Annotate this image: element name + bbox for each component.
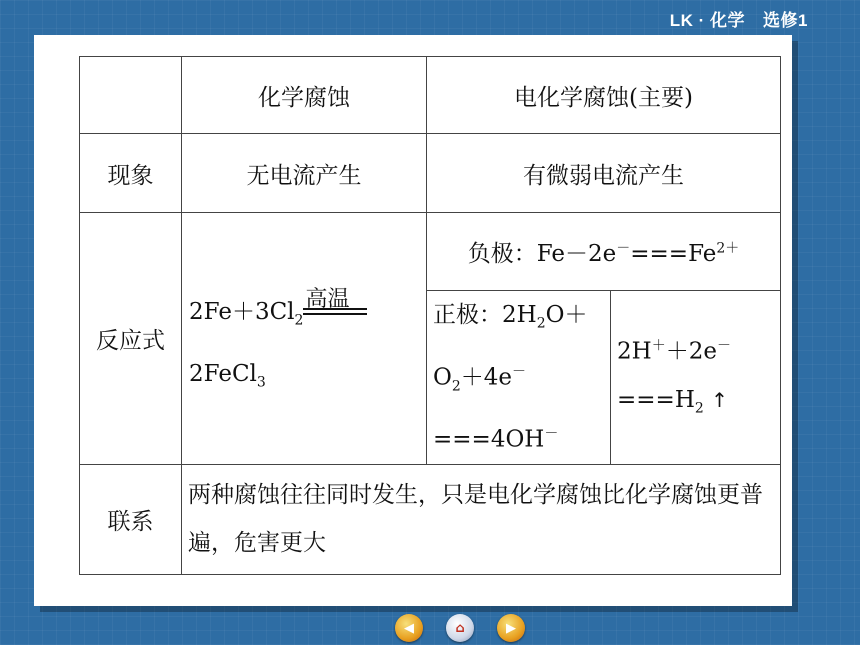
reaction-chemical-equation (182, 213, 427, 465)
table-row-reaction-negative (80, 213, 781, 291)
reaction-negative-electrode: 负极：$Fe-2e^-===Fe^{2+}$ (427, 213, 781, 291)
reaction-label: 反应式 (80, 213, 182, 465)
course-label (670, 6, 808, 31)
table-row-relation (80, 464, 781, 574)
course-subject: LK · 化学 (669, 11, 746, 30)
reaction-chemical-line2: 2FeCl$_3$ (189, 361, 266, 391)
reaction-positive-hydrogen: 2H＋＋2e－ $===H_2$ ↑ (611, 291, 781, 465)
next-page-button[interactable] (497, 614, 525, 642)
phenomenon-label: 现象 (80, 134, 182, 213)
gas-up-arrow-icon: ↑ (711, 387, 728, 412)
previous-page-button[interactable] (395, 614, 423, 642)
header-blank-cell (80, 57, 182, 134)
phenomenon-chemical: 无电流产生 (182, 134, 427, 213)
phenomenon-electrochemical: 有微弱电流产生 (427, 134, 781, 213)
relation-label: 联系 (80, 464, 182, 574)
header-electrochemical-corrosion: 电化学腐蚀(主要) (427, 57, 781, 134)
corrosion-comparison-table (79, 56, 781, 575)
home-icon: ⌂ (455, 620, 465, 636)
table-row-header (80, 57, 781, 134)
home-button[interactable] (446, 614, 474, 642)
course-book: 选修1 (763, 11, 808, 30)
table-row-phenomenon (80, 134, 781, 213)
previous-arrow-icon: ◀ (404, 620, 414, 636)
reaction-positive-oxygen: 正极：$2H_2O+$ $O_2+4e^-$ ===4OH－ (427, 291, 611, 465)
relation-text: 两种腐蚀往往同时发生，只是电化学腐蚀比化学腐蚀更普遍，危害更大 (182, 464, 781, 574)
slide-panel (34, 35, 792, 606)
reaction-equals-sign (303, 308, 367, 315)
reaction-condition-text: 高温 (305, 286, 350, 312)
header-chemical-corrosion: 化学腐蚀 (182, 57, 427, 134)
reaction-chemical-line1: $2Fe+3Cl_2$ 高温 (189, 282, 426, 351)
reaction-condition (303, 286, 367, 319)
next-arrow-icon: ▶ (506, 620, 516, 636)
